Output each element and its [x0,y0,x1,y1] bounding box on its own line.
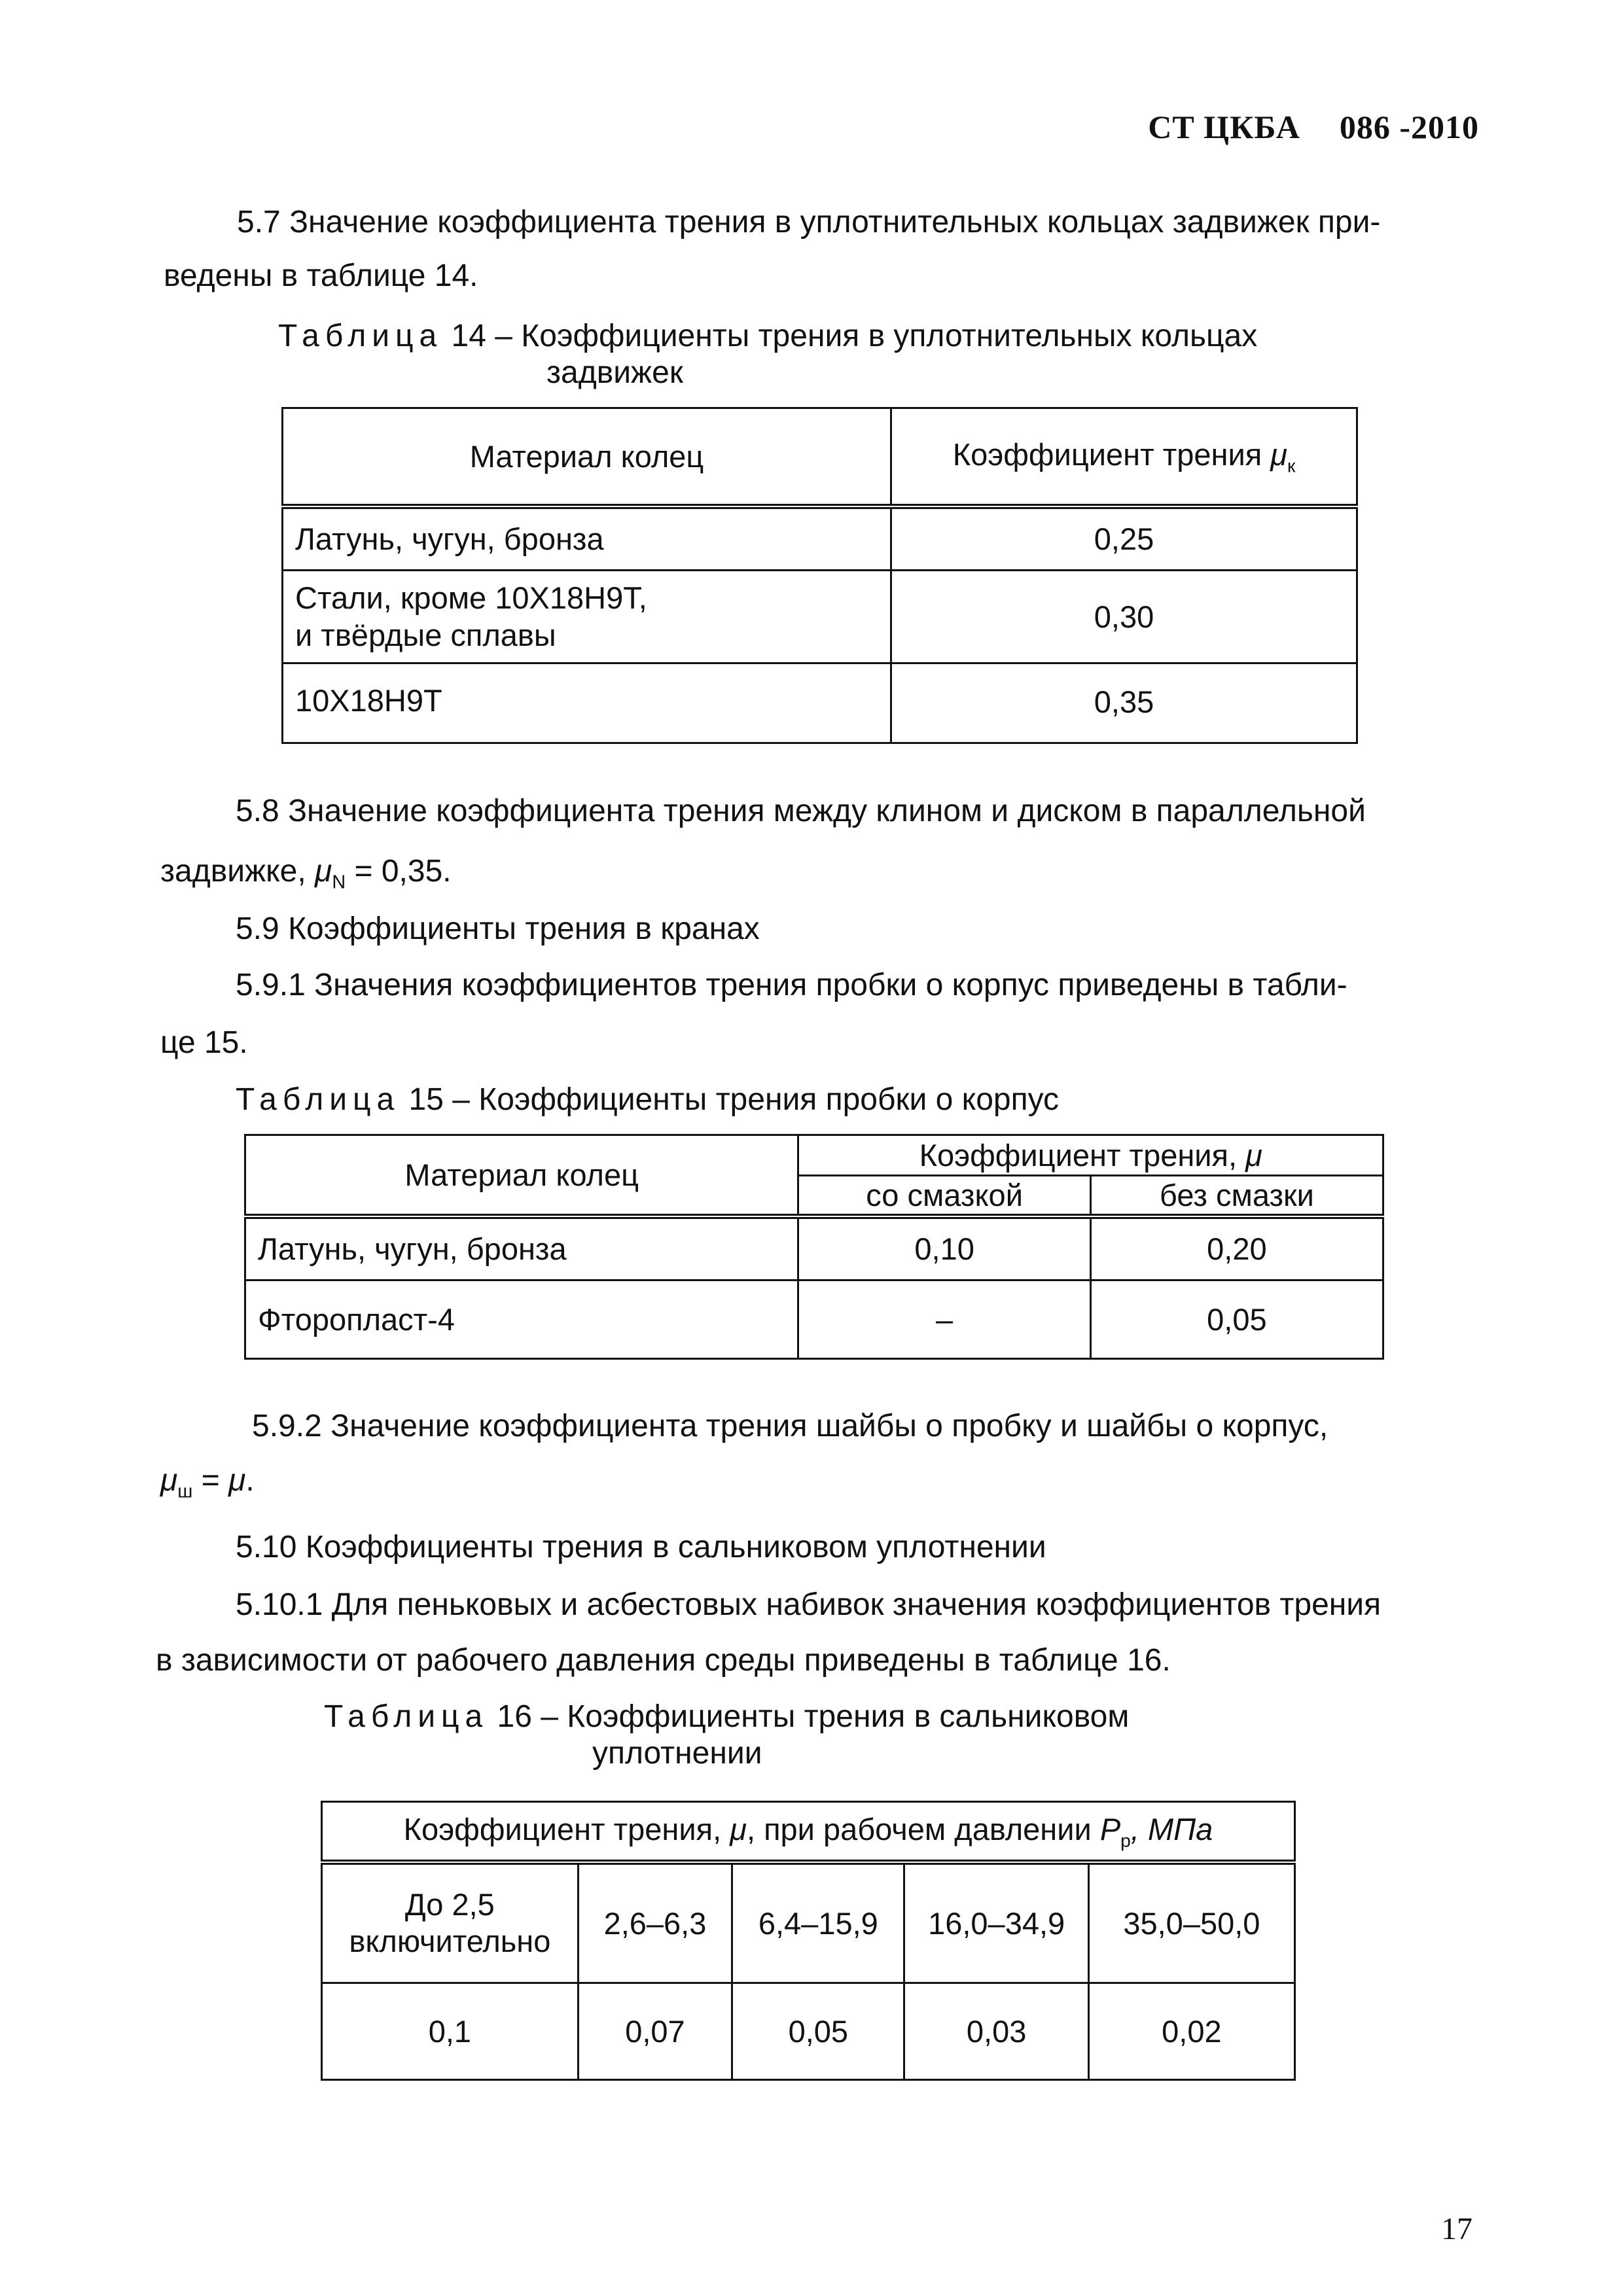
table-14-header-row [283,408,1357,506]
table-15-without-lube: 0,20 [1090,1216,1383,1280]
table-15-material: Фторопласт-4 [245,1280,798,1359]
paragraph-5-10: 5.10 Коэффициенты трения в сальниковом уплотнении [236,1530,1046,1564]
table-15-header-coef: Коэффициент трения, μ [798,1135,1383,1176]
table-14-caption: Таблица 14 – Коэффициенты трения в уплотнительных кольцах [278,319,1258,353]
table-row [283,506,1357,571]
table-16 [321,1801,1296,2081]
table-15-material: Латунь, чугун, бронза [245,1216,798,1280]
table-row [245,1280,1383,1359]
table-14-material: Латунь, чугун, бронза [283,506,891,571]
paragraph-5-9-1-line2: це 15. [160,1025,248,1060]
pressure-range: 35,0–50,0 [1088,1862,1294,1983]
table-14-value: 0,30 [891,571,1357,663]
page-number: 17 [1441,2212,1472,2246]
paragraph-5-10-1-line2: в зависимости от рабочего давления среды приведены в таблице 16. [156,1643,1171,1678]
table-14-caption-line2: задвижек [546,355,683,390]
table-14 [281,407,1358,744]
paragraph-5-9-1-line1: 5.9.1 Значения коэффициентов трения пробки о корпус приведены в табли- [236,968,1347,1002]
pressure-range: До 2,5 включительно [322,1862,579,1983]
paragraph-5-9-2-line1: 5.9.2 Значение коэффициента трения шайбы о пробку и шайбы о корпус, [252,1409,1329,1443]
table-row [245,1216,1383,1280]
friction-value: 0,07 [578,1983,732,2080]
friction-value: 0,05 [732,1983,904,2080]
pressure-range: 16,0–34,9 [904,1862,1088,1983]
table-14-header-material: Материал колец [283,408,891,506]
pressure-range: 6,4–15,9 [732,1862,904,1983]
table-16-value-row [322,1983,1295,2080]
paragraph-5-9-2-line2: $\mu_ш = \mu$. [160,1463,255,1502]
paragraph-5-8-line1: 5.8 Значение коэффициента трения между клином и диском в параллельной [236,794,1366,828]
table-16-header: Коэффициент трения, μ, при рабочем давлении $P_р$, МПа [322,1802,1295,1862]
table-15-caption: Таблица 15 – Коэффициенты трения пробки о корпус [236,1082,1060,1117]
table-15-with-lube: 0,10 [798,1216,1090,1280]
table-14-value: 0,25 [891,506,1357,571]
friction-value: 0,1 [322,1983,579,2080]
table-15-with-lube: – [798,1280,1090,1359]
table-row [283,663,1357,743]
table-15-header-without-lube: без смазки [1090,1176,1383,1216]
table-16-caption-line2: уплотнении [592,1736,762,1771]
friction-value: 0,02 [1088,1983,1294,2080]
table-15 [244,1134,1384,1360]
paragraph-5-7-line2: ведены в таблице 14. [164,258,478,293]
paragraph-5-8-line2: задвижке, $\mu_N = 0,35$. [160,854,452,893]
table-15-header-with-lube: со смазкой [798,1176,1090,1216]
paragraph-5-10-1-line1: 5.10.1 Для пеньковых и асбестовых набивок значения коэффициентов трения [236,1587,1382,1622]
table-16-header-row [322,1802,1295,1862]
table-15-without-lube: 0,05 [1090,1280,1383,1359]
paragraph-5-7-line1: 5.7 Значение коэффициента трения в уплотнительных кольцах задвижек при- [237,205,1381,239]
pressure-range: 2,6–6,3 [578,1862,732,1983]
table-14-material: 10Х18Н9Т [283,663,891,743]
paragraph-5-9: 5.9 Коэффициенты трения в кранах [236,911,760,946]
table-16-caption: Таблица 16 – Коэффициенты трения в сальниковом [324,1699,1130,1734]
table-row [283,571,1357,663]
standard-code: СТ ЦКБА [1148,109,1300,145]
table-14-material: Стали, кроме 10Х18Н9Т, и твёрдые сплавы [283,571,891,663]
table-14-header-coef: Коэффициент трения $\mu_к$ [891,408,1357,506]
table-16-pressure-row [322,1862,1295,1983]
table-15-header-material: Материал колец [245,1135,798,1216]
friction-value: 0,03 [904,1983,1088,2080]
table-15-header-row [245,1135,1383,1176]
standard-number: 086 -2010 [1339,109,1479,145]
document-header [1148,108,1479,146]
table-14-value: 0,35 [891,663,1357,743]
